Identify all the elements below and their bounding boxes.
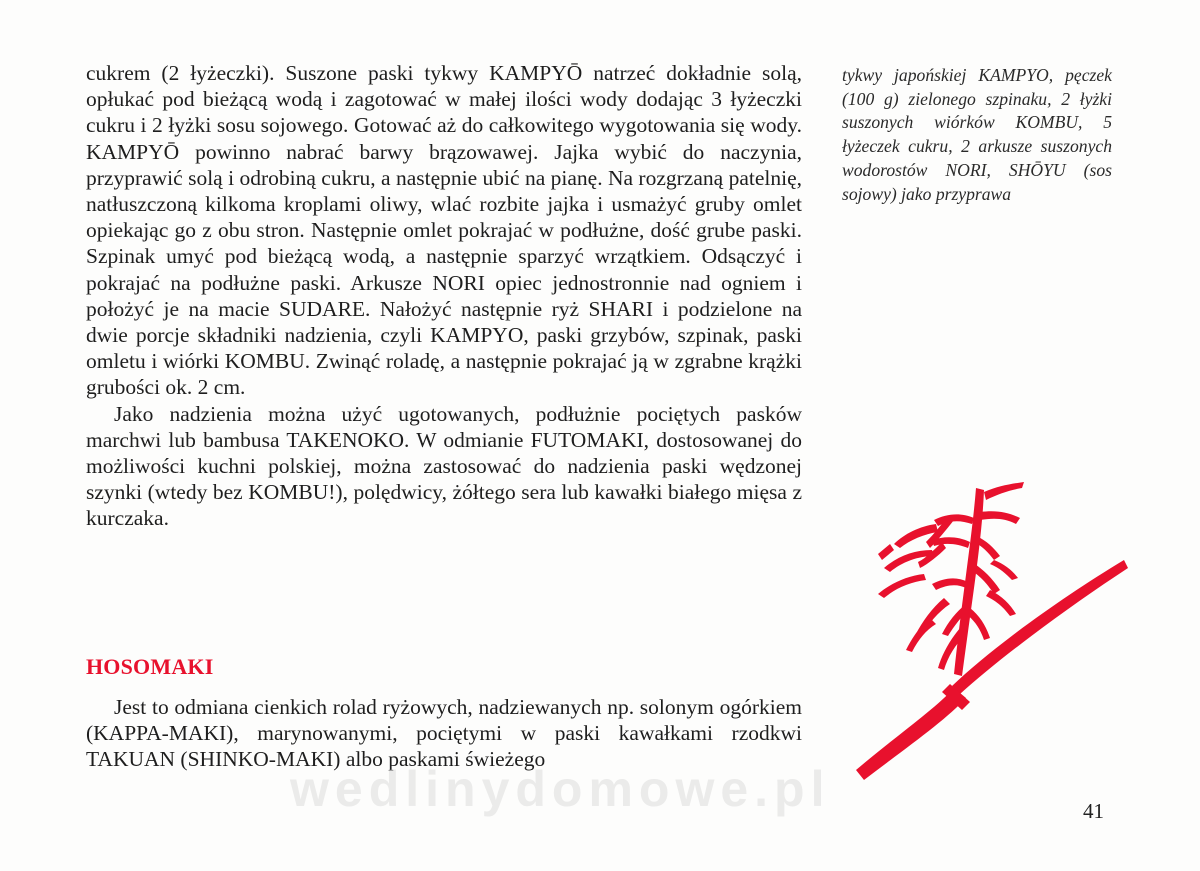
red-bamboo-illustration: [834, 478, 1130, 788]
recipe-paragraph-2: Jako nadzienia można użyć ugotowanych, podłużnie pociętych pasków marchwi lub bambusa TAKENOKO. W odmianie FUTOMAKI, dostosowanej do możliwości kuchni polskiej, można zastosować do nadzienia paski wędzonej szynki (wtedy bez KOMBU!), polędwicy, żółtego sera lub kawałki białego mięsa z kurczaka.: [86, 401, 802, 531]
hosomaki-paragraph: Jest to odmiana cienkich rolad ryżowych, nadziewanych np. solonym ogórkiem (KAPPA-MAKI), marynowanymi, pociętymi w paski kawałkami rzodkwi TAKUAN (SHINKO-MAKI) albo paskami świeżego: [86, 695, 802, 772]
section-text-block: [86, 694, 802, 773]
main-text-block: [86, 60, 802, 532]
ingredients-side-note: tykwy japońskiej KAMPYO, pęczek (100 g) zielonego szpinaku, 2 łyżki suszonych wiórków KOMBU, 5 łyżeczek cukru, 2 arkusze suszonych wodorostów NORI, SHŌYU (sos sojowy) jako przyprawa: [842, 65, 1112, 204]
section-heading: HOSOMAKI: [86, 654, 214, 679]
recipe-paragraph-1: cukrem (2 łyżeczki). Suszone paski tykwy KAMPYŌ natrzeć dokładnie solą, opłukać pod bieżącą wodą i zagotować w małej ilości wody dodając 3 łyżeczki cukru i 2 łyżki sosu sojowego. Gotować aż do całkowitego wygotowania się wody. KAMPYŌ powinno nabrać barwy brązowawej. Jajka wybić do naczynia, przyprawić solą i odrobiną cukru, a następnie ubić na pianę. Na rozgrzaną patelnię, natłuszczoną kilkoma kroplami oliwy, wlać rozbite jajka i usmażyć gruby omlet opiekając go z obu stron. Następnie omlet pokrajać w podłużne, dość grube paski. Szpinak umyć pod bieżącą wodą, a następnie sparzyć wrzątkiem. Odsączyć i pokrajać na podłużne paski. Arkusze NORI opiec jednostronnie nad ogniem i położyć je na macie SUDARE. Nałożyć następnie ryż SHARI i podzielone na dwie porcje składniki nadzienia, czyli KAMPYO, paski grzybów, szpinak, paski omletu i wiórki KOMBU. Zwinąć roladę, a następnie pokrajać ją w zgrabne krążki grubości ok. 2 cm.: [86, 61, 802, 400]
page-number: 41: [1083, 799, 1104, 823]
watermark: wedlinydomowe.pl: [290, 761, 831, 817]
